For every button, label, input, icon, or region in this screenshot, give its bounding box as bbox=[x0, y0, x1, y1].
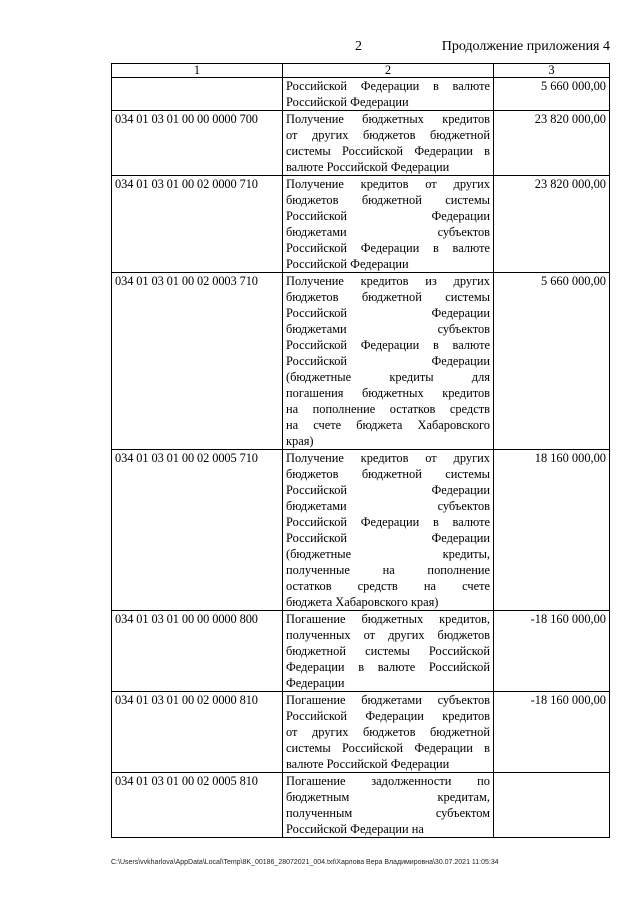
source-description bbox=[283, 78, 494, 111]
amount-value: 5 660 000,00 bbox=[494, 273, 610, 450]
description-line: системы Российской Федерации в bbox=[286, 144, 490, 158]
amount-value: 18 160 000,00 bbox=[494, 450, 610, 611]
description-line: (бюджетные кредиты для bbox=[286, 370, 490, 384]
description-line: валюте Российской Федерации bbox=[286, 757, 450, 771]
description-line: бюджетами субъектов bbox=[286, 322, 490, 336]
description-line: Получение бюджетных кредитов bbox=[286, 112, 490, 126]
description-line: бюджетов бюджетной системы bbox=[286, 193, 490, 207]
amount-value: -18 160 000,00 bbox=[494, 611, 610, 692]
amount-value bbox=[494, 773, 610, 838]
page-number: 2 bbox=[355, 39, 362, 54]
description-line: бюджетами субъектов bbox=[286, 499, 490, 513]
source-description bbox=[283, 273, 494, 450]
description-line: Российской Федерации в валюте bbox=[286, 241, 490, 255]
description-line: Российской Федерации bbox=[286, 483, 490, 497]
description-line: погашения бюджетных кредитов bbox=[286, 386, 490, 400]
source-description bbox=[283, 692, 494, 773]
table-header-row bbox=[112, 64, 610, 78]
description-line: Погашение бюджетных кредитов, bbox=[286, 612, 490, 626]
source-description bbox=[283, 611, 494, 692]
description-line: Получение кредитов от других bbox=[286, 177, 490, 191]
budget-classification-code: 034 01 03 01 00 00 0000 800 bbox=[112, 611, 283, 692]
description-line: Федерации в валюте Российской bbox=[286, 660, 490, 674]
budget-sources-table bbox=[111, 63, 610, 838]
budget-classification-code: 034 01 03 01 00 02 0000 710 bbox=[112, 176, 283, 273]
description-line: бюджетов бюджетной системы bbox=[286, 467, 490, 481]
description-line: бюджетной системы Российской bbox=[286, 644, 490, 658]
budget-classification-code: 034 01 03 01 00 02 0005 810 bbox=[112, 773, 283, 838]
table-row bbox=[112, 273, 610, 450]
description-line: Российской Федерации на bbox=[286, 822, 424, 836]
description-line: бюджетов бюджетной системы bbox=[286, 290, 490, 304]
description-line: Российской Федерации bbox=[286, 257, 409, 271]
description-line: на счете бюджета Хабаровского bbox=[286, 418, 490, 432]
description-line: валюте Российской Федерации bbox=[286, 160, 450, 174]
description-line: от других бюджетов бюджетной bbox=[286, 725, 490, 739]
description-line: Российской Федерации в валюте bbox=[286, 515, 490, 529]
description-line: (бюджетные кредиты, bbox=[286, 547, 490, 561]
description-line: полученным субъектом bbox=[286, 806, 490, 820]
table-row bbox=[112, 176, 610, 273]
description-line: Российской Федерации bbox=[286, 95, 409, 109]
footer-file-path: C:\Users\vvkharlova\AppData\Local\Temp\8K_00186_28072021_004.txt\Харлова Вера Владимировна\30.07.2021 11:05:34 bbox=[111, 859, 499, 866]
source-description bbox=[283, 773, 494, 838]
amount-value: 5 660 000,00 bbox=[494, 78, 610, 111]
description-line: от других бюджетов бюджетной bbox=[286, 128, 490, 142]
table-row bbox=[112, 773, 610, 838]
amount-value: 23 820 000,00 bbox=[494, 176, 610, 273]
description-line: Получение кредитов из других bbox=[286, 274, 490, 288]
description-line: Российской Федерации bbox=[286, 531, 490, 545]
description-line: Российской Федерации bbox=[286, 209, 490, 223]
table-row bbox=[112, 692, 610, 773]
description-line: Погашение бюджетами субъектов bbox=[286, 693, 490, 707]
description-line: полученных от других бюджетов bbox=[286, 628, 490, 642]
description-line: Получение кредитов от других bbox=[286, 451, 490, 465]
table-row bbox=[112, 611, 610, 692]
description-line: бюджетным кредитам, bbox=[286, 790, 490, 804]
column-header-amount: 3 bbox=[494, 64, 610, 78]
budget-classification-code bbox=[112, 78, 283, 111]
table-row bbox=[112, 111, 610, 176]
description-line: Российской Федерации bbox=[286, 354, 490, 368]
description-line: Российской Федерации в валюте bbox=[286, 338, 490, 352]
amount-value: -18 160 000,00 bbox=[494, 692, 610, 773]
description-line: края) bbox=[286, 434, 314, 448]
description-line: полученные на пополнение bbox=[286, 563, 490, 577]
source-description bbox=[283, 111, 494, 176]
description-line: бюджетами субъектов bbox=[286, 225, 490, 239]
description-line: системы Российской Федерации в bbox=[286, 741, 490, 755]
budget-classification-code: 034 01 03 01 00 02 0003 710 bbox=[112, 273, 283, 450]
column-header-code: 1 bbox=[112, 64, 283, 78]
description-line: Российской Федерации кредитов bbox=[286, 709, 490, 723]
description-line: на пополнение остатков средств bbox=[286, 402, 490, 416]
description-line: Российской Федерации в валюте bbox=[286, 79, 490, 93]
description-line: Погашение задолженности по bbox=[286, 774, 490, 788]
description-line: Российской Федерации bbox=[286, 306, 490, 320]
appendix-continuation-heading: Продолжение приложения 4 bbox=[441, 39, 610, 54]
table-row bbox=[112, 78, 610, 111]
table-body bbox=[112, 78, 610, 838]
budget-classification-code: 034 01 03 01 00 00 0000 700 bbox=[112, 111, 283, 176]
description-line: Федерации bbox=[286, 676, 345, 690]
column-header-description: 2 bbox=[283, 64, 494, 78]
source-description bbox=[283, 176, 494, 273]
description-line: бюджета Хабаровского края) bbox=[286, 595, 439, 609]
description-line: остатков средств на счете bbox=[286, 579, 490, 593]
source-description bbox=[283, 450, 494, 611]
amount-value: 23 820 000,00 bbox=[494, 111, 610, 176]
budget-classification-code: 034 01 03 01 00 02 0000 810 bbox=[112, 692, 283, 773]
budget-classification-code: 034 01 03 01 00 02 0005 710 bbox=[112, 450, 283, 611]
table-row bbox=[112, 450, 610, 611]
